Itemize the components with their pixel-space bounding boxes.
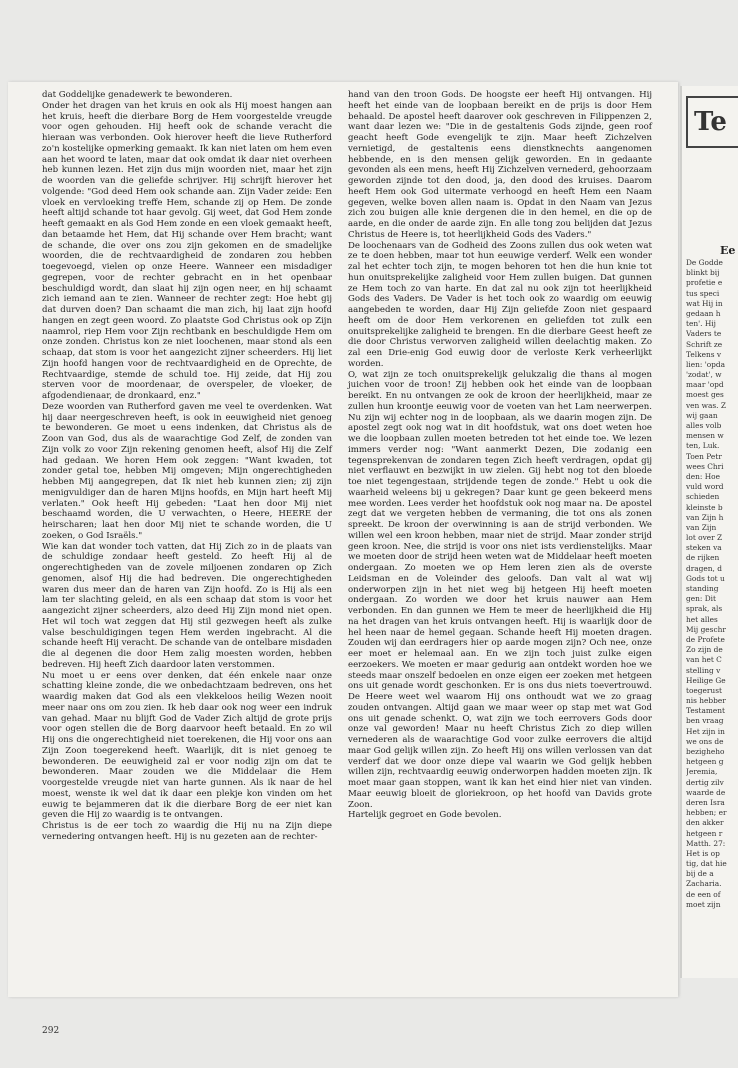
- right-page-line: mensen w: [686, 431, 724, 441]
- right-page-line: deren Isra: [686, 797, 725, 807]
- right-page-line: 'zodat', w: [686, 370, 722, 380]
- right-page-line: Mij geschr: [686, 624, 726, 634]
- right-page-line: steken va: [686, 543, 722, 553]
- right-page-line: blinkt bij: [686, 268, 720, 278]
- right-page-line: we ons de: [686, 736, 724, 746]
- right-page-line: Matth. 27:: [686, 838, 726, 848]
- left-page: [8, 82, 678, 1036]
- text-column-2: [348, 90, 652, 821]
- paragraph: Deze woorden van Rutherford gaven me veel te overdenken. Wat hij daar neergeschreven heeft, is ook in eeuwigheid niet genoeg te bewonderen. Ge moet u eens indenken, dat Christus als de Zoon van God, dus als de waarachtige God Zelf, de zonden van Zijn volk zo voor Zijn rekening genomen heeft, alsof Hij die Zelf had gedaan. We horen Hem ook zeggen: "Want kwaden, tot zonder getal toe, hebben Mij omgeven; Mijn ongerechtigheden hebben Mij aangegrepen, dat Ik niet heb kunnen zien; zij zijn menigvuldiger dan de haren Mijns hoofds, en Mijn hart heeft Mij verlaten." Ook heeft Hij gebeden: "Laat hen door Mij niet beschaamd worden, die U verwachten, o Heere, HEERE der heirscharen; laat hen door Mij niet te schande worden, die U zoeken, o God Israëls.": [42, 401, 332, 541]
- paragraph: Christus is de eer toch zo waardig die Hij nu na Zijn diepe vernedering ontvangen heeft. Hij is nu gezeten aan de rechter-: [42, 821, 332, 842]
- right-page-line: den: Hoe: [686, 471, 720, 481]
- right-page-line: sprak, als: [686, 604, 723, 614]
- right-page-line: lien: 'opda: [686, 359, 726, 369]
- right-page-line: maar 'opd: [686, 380, 724, 390]
- right-page-line: ten, Luk.: [686, 441, 720, 451]
- right-page-line: de rijken: [686, 553, 720, 563]
- right-page-line: profetie e: [686, 278, 723, 288]
- right-page: [680, 86, 738, 978]
- right-page-line: Testament: [686, 706, 726, 716]
- right-page-line: dertig zilv: [686, 777, 724, 787]
- paragraph: De loochenaars van de Godheid des Zoons zullen dus ook weten wat ze te doen hebben, maar tot hun eeuwige verderf. Welk een wonder zal het echter toch zijn, te mogen behoren tot hen die hun knie tot hun onuitsprekelijke zaligheid voor Hem zullen buigen. Dat gunnen ze Hem toch zo van harte. En dat zal nu ook zijn tot heerlijkheid Gods des Vaders. De Vader is het toch ook zo waardig om eeuwig aangebeden te worden, daar Hij Zijn geliefde Zoon niet gespaard heeft om de door Hem verkorenen en geliefden tot zulk een onuitsprekelijke zaligheid te brengen. En die dierbare Geest heeft ze die door Christus verworven zaligheid willen deelachtig maken. Zo zal een Drie-enig God euwig door de verloste Kerk verheerlijkt worden.: [348, 240, 652, 369]
- right-page-line: Gods tot u: [686, 573, 725, 583]
- right-page-line: lot over Z: [686, 533, 723, 543]
- right-page-line: toegerust: [686, 685, 722, 695]
- page-number: 292: [42, 1026, 60, 1036]
- right-page-line: stelling v: [686, 665, 721, 675]
- right-page-line: hetgeen r: [686, 828, 723, 838]
- right-page-line: wij gaan: [686, 410, 718, 420]
- right-page-line: de Profete: [686, 634, 725, 644]
- right-page-line: Schrift ze: [686, 339, 723, 349]
- paragraph: hand van den troon Gods. De hoogste eer heeft Hij ontvangen. Hij heeft het einde van de loopbaan bereikt en de prijs is door Hem behaald. De apostel heeft daarover ook geschreven in Filippenzen 2, want daar lezen we: "Die in de gestaltenis Gods zijnde, geen roof geacht heeft Gode evengelijk te zijn. Maar heeft Zichzelven vernietigd, de gestaltenis eens dienstknechts aangenomen hebbende, en is den mensen gelijk geworden. En in gedaante gevonden als een mens, heeft Hij Zichzelven vernederd, gehoorzaam geworden zijnde tot den dood, ja, den dood des kruises. Daarom heeft Hem ook God uitermate verhoogd en heeft Hem een Naam gegeven, welke boven allen naam is. Opdat in den Naam van Jezus zich zou buigen alle knie dergenen die in den hemel, en die op de aarde, en die onder de aarde zijn. En alle tong zou belijden dat Jezus Christus de Heere is, tot heerlijkheid Gods des Vaders.": [348, 90, 652, 240]
- right-page-line: gen: Dit: [686, 594, 716, 604]
- right-page-heading: Ee: [720, 244, 736, 257]
- right-page-line: schieden: [686, 492, 720, 502]
- right-page-line: de een of: [686, 889, 721, 899]
- text-column-1: [42, 90, 332, 843]
- right-page-line: waarde de: [686, 787, 726, 797]
- right-page-line: dragen, d: [686, 563, 722, 573]
- right-page-line: Heilige Ge: [686, 675, 726, 685]
- right-page-line: nis hebber: [686, 696, 726, 706]
- right-page-line: Toen Petr: [686, 451, 722, 461]
- paragraph: Nu moet u er eens over denken, dat één enkele naar onze schatting kleine zonde, die we onbedachtzaam bedreven, ons het waardig maken dat God als een vlekkeloos heilig Wezen nooit meer naar ons om zou zien. Ik heb daar ook nog weer een indruk van gehad. Maar nu blijft God de Vader Zich altijd de grote prijs voor ogen stellen die de Borg daarvoor heeft betaald. En zo wil Hij ons die ongerechtigheid niet toerekenen, die Hij voor ons aan Zijn Zoon toegerekend heeft. Waarlijk, dit is niet genoeg te bewonderen. De eeuwigheid zal er voor nodig zijn om dat te bewonderen. Maar zouden we die Middelaar die Hem voorgestelde vreugde niet van harte gunnen. Als ik naar de hel moest, wenste ik wel dat ik daar een plekje kon vinden om het euwig te bejammeren dat ik die dierbare Borg de eer niet kan geven die Hij zo waardig is te ontvangen.: [42, 670, 332, 821]
- right-page-line: Zo zijn de: [686, 645, 723, 655]
- decorative-initial: Te: [686, 96, 738, 148]
- right-page-line: gedaan h: [686, 308, 721, 318]
- right-page-line: ten'. Hij: [686, 319, 716, 329]
- right-page-line: van het C: [686, 655, 722, 665]
- right-page-line: hetgeen g: [686, 757, 724, 767]
- right-page-line: tus speci: [686, 288, 720, 298]
- paragraph: Wie kan dat wonder toch vatten, dat Hij Zich zo in de plaats van de schuldige zondaar heeft gesteld. Zo heeft Hij al de ongerechtigheden van de zovele miljoenen zondaren op Zich genomen, alsof Hij die had bedreven. Die ongerechtigheden waren dus meer dan de haren van Zijn hoofd. Zo is Hij als een lam ter slachting geleid, en als een schaap dat stom is voor het aangezicht zijner scheerders, alzo deed Hij Zijn mond niet open. Het wil toch wat zeggen dat Hij stil gezwegen heeft als zulke valse beschuldigingen tegen Hem werden ingebracht. Al die schande heeft Hij veracht. De schande van de ontelbare misdaden die al degenen die door Hem zalig moesten worden, hebben bedreven. Hij heeft Zich daardoor laten verstommen.: [42, 541, 332, 670]
- right-page-line: kleinste b: [686, 502, 723, 512]
- right-page-line: bij de a: [686, 869, 714, 879]
- right-page-line: Zacharia.: [686, 879, 722, 889]
- right-page-line: hebben; er: [686, 808, 727, 818]
- paragraph: dat Goddelijke genadewerk te bewonderen.: [42, 90, 233, 100]
- right-page-line: den akker: [686, 818, 724, 828]
- right-page-line: wees Chri: [686, 461, 724, 471]
- right-page-line: moest ges: [686, 390, 724, 400]
- right-page-line: alles volb: [686, 421, 722, 430]
- right-page-line: Jeremia,: [686, 767, 718, 777]
- paragraph: Hartelijk gegroet en Gode bevolen.: [348, 810, 502, 821]
- paragraph: O, wat zijn ze toch onuitsprekelijk gelukzalig die thans al mogen juichen voor de troon! Zij hebben ook het einde van de loopbaan bereikt. En nu ontvangen ze ook de kroon der heerlijkheid, maar ze zullen hun kroontje eeuwig voor de voeten van het Lam neerwerpen. Nu zijn wij echter nog in de loopbaan, als we daarin mogen zijn. De apostel zegt ook nog wat in dit hoofdstuk, wat ons doet weten hoe we die loopbaan zullen moeten betreden tot het einde toe. We lezen immers verder nog: "Want aanmerkt Dezen, Die zodanig een tegensprekenvan de zondaren tegen Zich heeft verdragen, opdat gij niet verflauwt en bezwijkt in uw zielen. Gij hebt nog tot den bloede toe niet tegengestaan, strijdende tegen de zonde." Hebt u ook die waarheid weleens bij u gekregen? Daar kunt ge geen bekeerd mens mee worden. Lees verder het hoofdstuk ook nog maar na. De apostel zegt dat we vergeten hebben de vermaning, die tot ons als zonen spreekt. De kroon der overwinning is aan de strijd verbonden. We willen wel een kroon hebben, maar niet de strijd. Maar zonder strijd geen kroon. Nee, die strijd is voor ons niet ists verdienstelijks. Maar we moeten door de strijd heen weten wat de Middelaar heeft moeten ondergaan. Zo moeten we op Hem leren zien als de overste Leidsman en de Voleinder des geloofs. Dan valt al wat wij onderworpen zijn in het niet weg bij hetgeen Hij heeft moeten ondergaan. Zo worden we door het kruis nauwer aan Hem verbonden. En dan gunnen we Hem te meer de heerlijkheid die Hij na het dragen van het kruis ontvangen heeft. Hij is waarlijk door de hel heen naar de hemel gegaan. Schande heeft Hij moeten dragen. Zouden wij dan eerdragers hier op aarde mogen zijn? Och nee, onze eer moet er helemaal aan. En we zijn toch juist zulke eigen eerzoekers. We moeten er maar gedurig aan ontdekt worden hoe we steeds maar onszelf bedoelen en onze eigen eer zoeken met hetgeen ons uit genade wordt geschonken. Er is ons dus niets toevertrouwd. De Heere weet wel waarom Hij ons onthoudt wat we zo graag zouden ontvangen. Altijd gaan we maar weer op stap met wat God ons uit genade schenkt. O, wat zijn we toch eerrovers Gods door onze val geworden! Maar nu heeft Christus Zich zo diep willen vernederen als de waarachtige God voor zulke eerrovers die altijd maar God gelijk willen zijn. Zo heeft Hij ons willen verlossen van dat verderf dat we door onze diepe val waarin we God gelijk hebben willen zijn, rechtvaardig eeuwig onderworpen hadden moeten zijn. Ik moet maar gaan stoppen, want ik kan het eind hier niet van vinden. Maar eeuwig bloeit de gloriekroon, op het hoofd van Davids grote Zoon.: [348, 369, 652, 810]
- paragraph: Onder het dragen van het kruis en ook als Hij moest hangen aan het kruis, heeft die dierbare Borg de Hem voorgestelde vreugde voor ogen gehouden. Hij heeft ook de schande veracht die hieraan was verbonden. Ook hierover heeft die lieve Rutherford zo'n kostelijke opmerking gemaakt. Ik kan niet laten om hem even aan het woord te laten, maar dat ook omdat ik daar niet overheen heb kunnen lezen. Het zijn dus mijn woorden niet, maar het zijn de woorden van die geliefde schrijver. Hij schrijft hierover het volgende: "God deed Hem ook schande aan. Zijn Vader zeide: Een vloek en vervloeking treffe Hem, schande zij op Hem. De zonde heeft altijd schande tot haar gevolg. Gij weet, dat God Hem zonde heeft gemaakt en als God Hem zonde en een vloek gemaakt heeft, dan betaamde het Hem, dat Hij schande over Hem bracht; want de schande, die over ons zou zijn gekomen en de smadelijke woorden, die de rechtvaardigheid de zondaren zou hebben toegevoegd, vielen op onze Heere. Wanneer een misdadiger gegrepen, voor de rechter gebracht en in het openbaar beschuldigd wordt, dan slaat hij zijn ogen neer, en hij schaamt zich iemand aan te zien. Wanneer de rechter zegt: Hoe hebt gij dat durven doen? Dan schaamt die man zich, hij laat zijn hoofd hangen en zegt geen woord. Zo plaatste God Christus ook op Zijn naamrol, riep Hem voor Zijn rechtbank en beschuldigde Hem om onze zonden. Christus kon ze niet loochenen, maar stond als een schaap, dat stom is voor het aangezicht zijner scheerders. Hij liet Zijn hoofd hangen voor de rechtvaardigheid en de Oprechte, de Rechtvaardige, stemde de schuld toe. Hij zeide, dat Hij zou sterven voor de moordenaar, de overspeler, de vloeker, de afgodendienaar, de dronkaard, enz.": [42, 100, 332, 401]
- right-page-line: het alles: [686, 614, 718, 624]
- right-page-line: van Zijn h: [686, 512, 724, 522]
- right-page-line: van Zijn: [686, 522, 717, 532]
- right-page-line: standing: [686, 584, 719, 593]
- right-page-line: moet zijn: [686, 899, 721, 909]
- right-page-line: bezigheho: [686, 747, 725, 756]
- right-page-line: tig, dat hie: [686, 859, 727, 869]
- right-page-line: wat Hij in: [686, 298, 723, 308]
- right-page-line: ven was. Z: [686, 400, 727, 410]
- right-page-line: ben vraag: [686, 716, 724, 726]
- right-page-line: De Godde: [686, 258, 723, 267]
- right-page-text-column: [686, 258, 738, 910]
- right-page-line: Vaders te: [686, 329, 722, 339]
- right-page-line: vuld word: [686, 482, 724, 492]
- right-page-line: Telkens v: [686, 349, 722, 359]
- right-page-line: Het is op: [686, 848, 720, 858]
- right-page-line: Het zijn in: [686, 726, 725, 736]
